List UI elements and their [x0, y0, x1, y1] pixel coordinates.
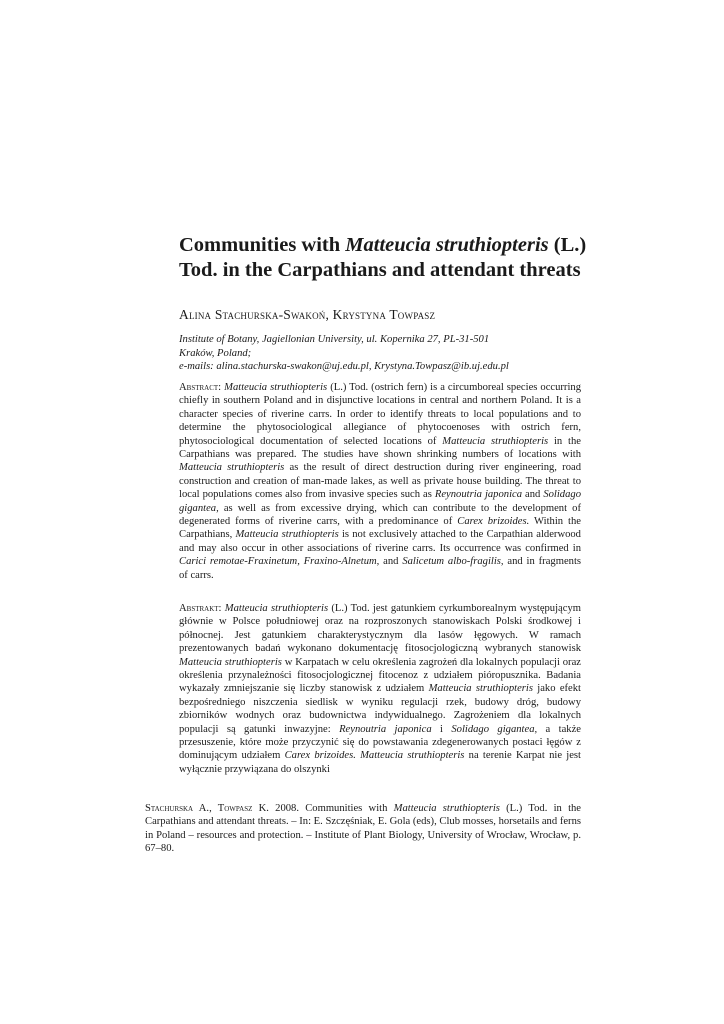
affiliation-line: Kraków, Poland;: [179, 347, 252, 359]
abstract-text: a także przesuszenie, które może przyczynić się do powstawania zdegenerowanych postaci łęgów z dominującym udziałem: [179, 723, 581, 762]
paper-title: [179, 233, 599, 283]
abstract-text: in the Carpathians was prepared. The studies have shown shrinking numbers of locations with: [179, 435, 581, 461]
abstract-text: and in fragments of carrs.: [179, 556, 582, 581]
citation-text: 2008. Communities with: [268, 803, 394, 814]
association-names: Carici remotae-Fraxinetum, Fraxino-Alnetum,: [179, 556, 380, 568]
abstract-text: jako efekt bezpośredniego niszczenia siedlisk w wyniku regulacji rzek, budowy dróg, budowy zbiorników wodnych oraz budownictwa indywidualnego. Zagrożeniem dla lokalnych populacji są gatunki inwazyjne:: [179, 683, 581, 735]
species-name: Carex brizoides.: [457, 516, 530, 528]
abstract-text: and: [522, 489, 544, 501]
abstract-text: as the result of direct destruction during river engineering, road construction and creation of man-made lakes, as well as private house building. The threat to local populations comes also from invasive species such as: [179, 462, 581, 501]
abstract-text: is not exclusively attached to the Carpathian alderwood and may also occur in other associations of riverine carrs. Its occurrence was confirmed in: [179, 529, 581, 554]
abstract-text: as well as from excessive drying, which can contribute to the development of degenerated forms of riverine carrs, with a predominance of: [179, 502, 581, 528]
species-name: Matteucia struthiopteris: [393, 803, 500, 814]
species-name: Matteucia struthiopteris: [179, 462, 285, 474]
citation-block: [145, 802, 581, 856]
email-line: e-mails: alina.stachurska-swakon@uj.edu.pl, Krystyna.Towpasz@ib.uj.edu.pl: [179, 361, 509, 372]
species-name: Matteucia struthiopteris: [442, 435, 549, 447]
title-text-end: (L.) Tod. in the Carpathians and attendant threats: [179, 234, 587, 281]
abstract-text: (L.) Tod. (ostrich fern) is a circumboreal species occurring chiefly in southern Poland and in disjunctive locations in central and northern Poland. It is a character species of riverine carrs. In order to identify threats to local populations and to determine the phytosociological allegiance of phytocoenoses with ostrich fern, phytosociological documentation of selected locations of: [179, 382, 581, 447]
species-name: Matteucia struthiopteris: [179, 656, 282, 668]
species-name: Carex brizoides.: [284, 750, 356, 762]
abstract-english: [179, 381, 581, 582]
species-name: Matteucia struthiopteris: [428, 683, 533, 695]
citation-authors: Stachurska A., Towpasz K.: [145, 803, 269, 814]
affiliation: [179, 333, 589, 374]
species-name: Matteucia struthiopteris: [235, 529, 339, 541]
association-names: Salicetum albo-fragilis,: [402, 556, 504, 568]
abstract-text: na terenie Karpat nie jest wyłącznie przywiązana do olszynki: [179, 750, 581, 775]
abstract-text: (L.) Tod. jest gatunkiem cyrkumborealnym występującym głównie w Polsce południowej oraz na rozproszonych stanowiskach Polski środkowej i północnej. Jest gatunkiem charakterystycznym dla lasów łęgowych. W ramach prezentowanych badań wykonano dokumentację fitosocjologiczną wybranych stanowisk: [179, 603, 581, 655]
abstract-label: Abstract:: [179, 382, 222, 393]
abstract-label: Abstrakt:: [179, 603, 222, 614]
abstract-text: Within the Carpathians,: [179, 516, 581, 541]
abstract-text: i: [431, 723, 452, 735]
title-species: Matteucia struthiopteris: [345, 234, 549, 256]
abstract-polish: [179, 602, 581, 776]
species-name: Solidago gigantea,: [451, 723, 538, 735]
abstract-text: w Karpatach w celu określenia zagrożeń dla lokalnych populacji oraz określenia przynależności fitosocjologicznej fitocenoz z udziałem pióropusznika. Badania wykazały zmniejszanie się liczby stanowisk z udziałem: [179, 656, 581, 695]
species-name: Solidago gigantea,: [179, 489, 581, 514]
title-text: Communities with: [179, 234, 346, 256]
affiliation-line: Institute of Botany, Jagiellonian University, ul. Kopernika 27, PL-31-501: [179, 334, 490, 345]
species-name: Matteucia struthiopteris: [224, 603, 329, 614]
citation-text: (L.) Tod. in the Carpathians and attendant threats. – In: E. Szczęśniak, E. Gola (eds), Club mosses, horsetails and ferns in Poland – resources and protection. – Institute of Plant Biology, University of Wrocław, Wrocław, p. 67–80.: [145, 803, 582, 855]
abstract-text: and: [379, 556, 403, 568]
species-name: Reynoutria japonica: [434, 489, 523, 501]
species-name: Matteucia struthiopteris: [224, 382, 328, 393]
species-name: Reynoutria japonica: [339, 723, 432, 735]
author-list: Alina Stachurska-Swakoń, Krystyna Towpasz: [179, 307, 436, 322]
species-name: Matteucia struthiopteris: [360, 750, 465, 762]
